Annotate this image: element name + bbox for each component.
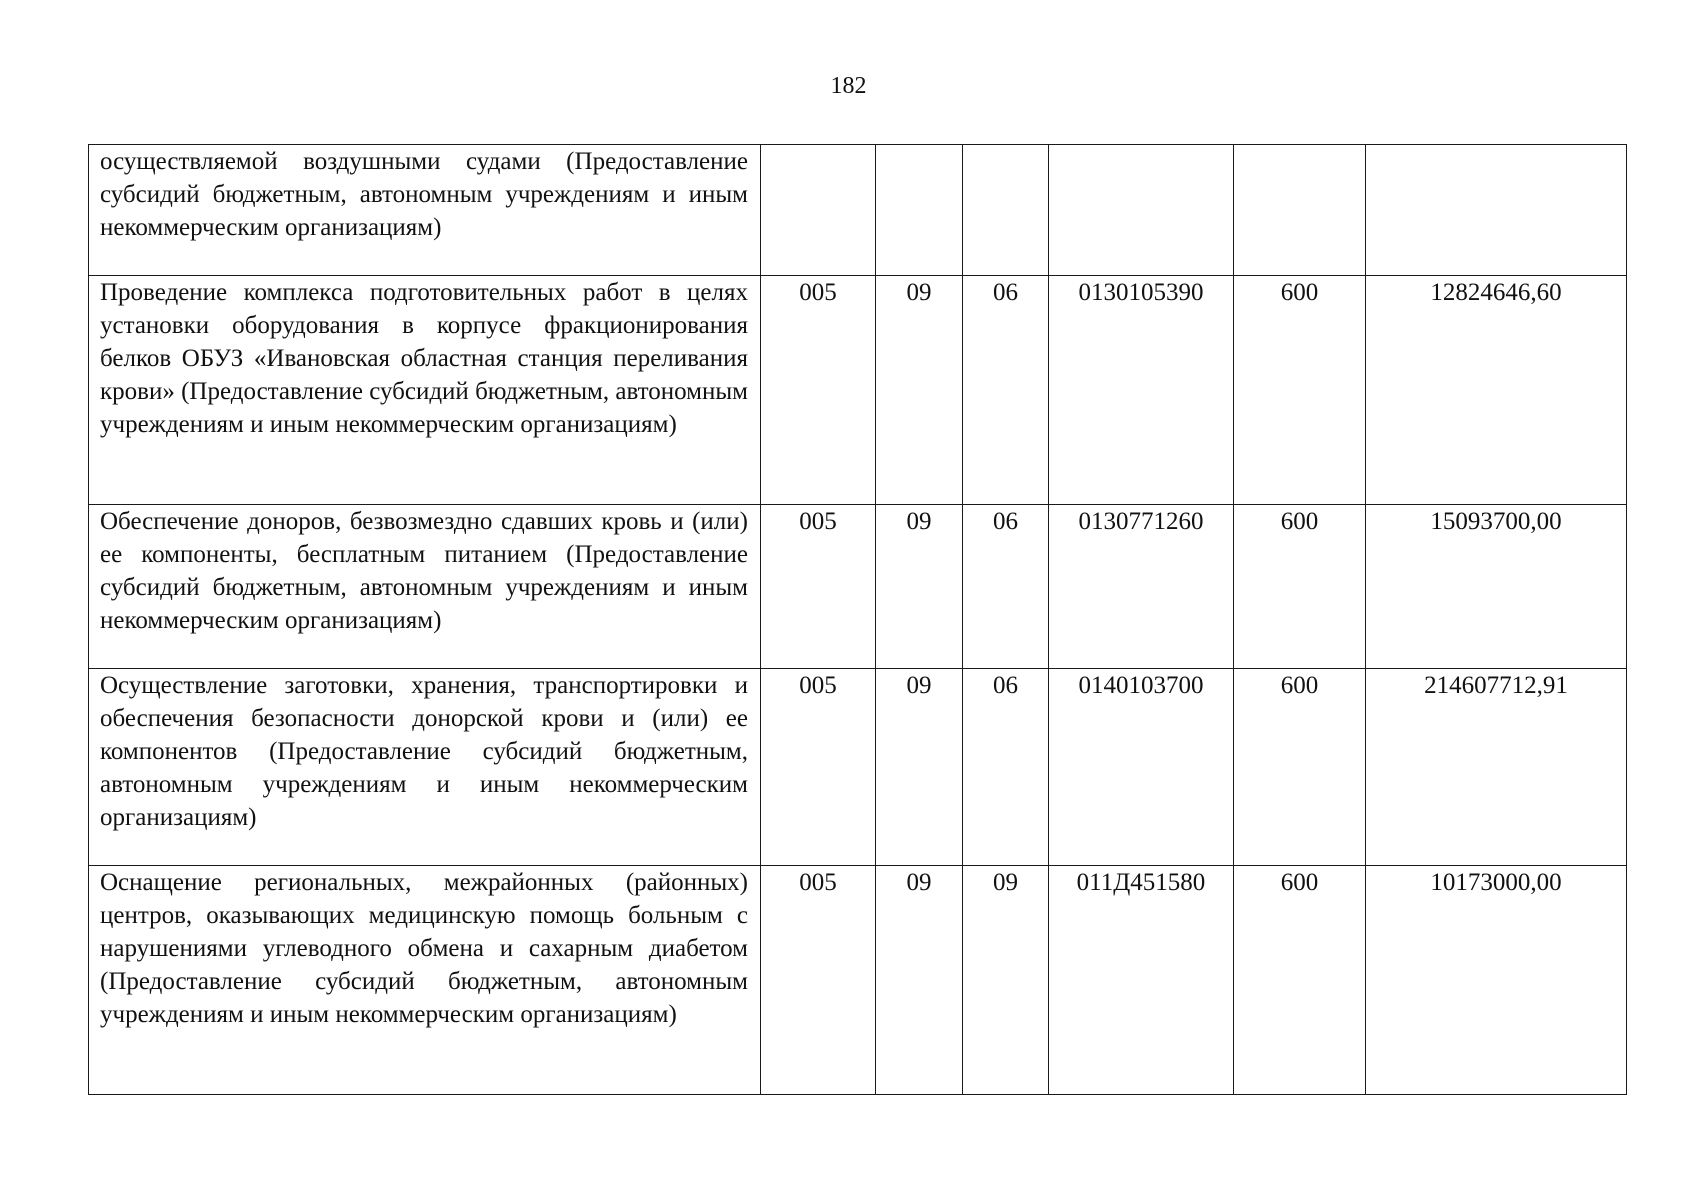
target-article-code: 0140103700 [1049,669,1234,866]
section-code: 09 [876,505,963,669]
row-description: Проведение комплекса подготовительных работ в целях установки оборудования в корпусе фракционирования белков ОБУЗ «Ивановская областная станция переливания крови» (Предоставление субсидий бюджетным, автономным учреждениям и иным некоммерческим организациям) [89,276,761,505]
target-article-code [1049,145,1234,276]
ministry-code: 005 [761,276,876,505]
table-row [89,276,1627,505]
section-code: 09 [876,866,963,1095]
row-description: Оснащение региональных, межрайонных (районных) центров, оказывающих медицинскую помощь больным с нарушениями углеводного обмена и сахарным диабетом (Предоставление субсидий бюджетным, автономным учреждениям и иным некоммерческим организациям) [89,866,761,1095]
target-article-code: 0130105390 [1049,276,1234,505]
expense-type-code: 600 [1234,276,1366,505]
target-article-code: 0130771260 [1049,505,1234,669]
section-code: 09 [876,276,963,505]
expense-type-code: 600 [1234,669,1366,866]
amount [1366,145,1627,276]
amount: 12824646,60 [1366,276,1627,505]
table-row [89,669,1627,866]
budget-table [88,144,1627,1095]
amount: 214607712,91 [1366,669,1627,866]
section-code [876,145,963,276]
subsection-code: 06 [963,669,1049,866]
section-code: 09 [876,669,963,866]
row-description: осуществляемой воздушными судами (Предоставление субсидий бюджетным, автономным учреждениям и иным некоммерческим организациям) [89,145,761,276]
table-row [89,866,1627,1095]
ministry-code: 005 [761,866,876,1095]
amount: 15093700,00 [1366,505,1627,669]
subsection-code [963,145,1049,276]
subsection-code: 06 [963,505,1049,669]
table-row [89,145,1627,276]
ministry-code: 005 [761,505,876,669]
ministry-code [761,145,876,276]
target-article-code: 011Д451580 [1049,866,1234,1095]
expense-type-code [1234,145,1366,276]
subsection-code: 09 [963,866,1049,1095]
expense-type-code: 600 [1234,866,1366,1095]
table-row [89,505,1627,669]
page-number: 182 [830,73,867,99]
row-description: Осуществление заготовки, хранения, транспортировки и обеспечения безопасности донорской крови и (или) ее компонентов (Предоставление субсидий бюджетным, автономным учреждениям и иным некоммерческим организациям) [89,669,761,866]
expense-type-code: 600 [1234,505,1366,669]
subsection-code: 06 [963,276,1049,505]
row-description: Обеспечение доноров, безвозмездно сдавших кровь и (или) ее компоненты, бесплатным питанием (Предоставление субсидий бюджетным, автономным учреждениям и иным некоммерческим организациям) [89,505,761,669]
amount: 10173000,00 [1366,866,1627,1095]
ministry-code: 005 [761,669,876,866]
